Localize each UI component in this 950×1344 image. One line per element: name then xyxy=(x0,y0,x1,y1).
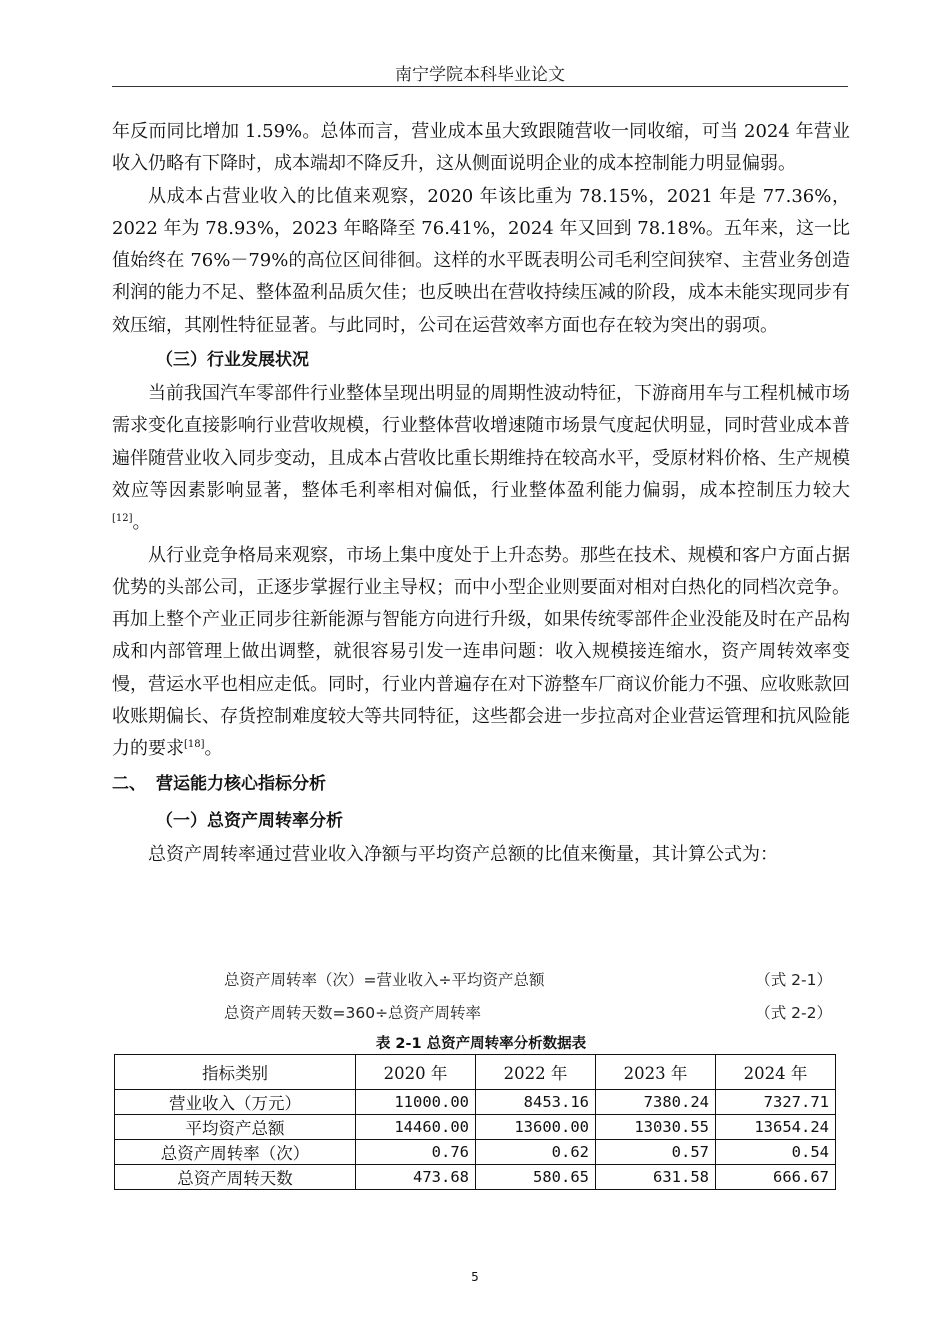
row-label: 总资产周转天数 xyxy=(115,1165,356,1190)
table-cell: 0.54 xyxy=(716,1140,836,1165)
table-row xyxy=(115,1090,836,1115)
header-cell: 2023 年 xyxy=(596,1055,716,1090)
header-rule xyxy=(112,86,848,87)
row-label: 平均资产总额 xyxy=(115,1115,356,1140)
page-header-title: 南宁学院本科毕业论文 xyxy=(395,65,565,85)
turnover-data-table xyxy=(114,1054,836,1190)
citation-18: [18] xyxy=(184,739,205,751)
table-cell: 14460.00 xyxy=(356,1115,476,1140)
heading-operating-capability xyxy=(112,766,850,803)
table-row xyxy=(115,1140,836,1165)
table-cell: 666.67 xyxy=(716,1165,836,1190)
heading-number: 二、 xyxy=(112,773,146,794)
table-header-row xyxy=(115,1055,836,1090)
formula-tag: （式 2-2） xyxy=(755,1004,832,1022)
table-cell: 0.62 xyxy=(476,1140,596,1165)
heading-industry-status: （三）行业发展状况 xyxy=(156,350,309,371)
table-cell: 13600.00 xyxy=(476,1115,596,1140)
table-row xyxy=(115,1165,836,1190)
heading-turnover-analysis: （一）总资产周转率分析 xyxy=(156,810,343,831)
header-cell: 指标类别 xyxy=(115,1055,356,1090)
page-number: 5 xyxy=(471,1270,479,1284)
header-cell: 2022 年 xyxy=(476,1055,596,1090)
table-cell: 0.76 xyxy=(356,1140,476,1165)
formula-text: 总资产周转率（次）=营业收入÷平均资产总额 xyxy=(224,971,545,989)
table-cell: 8453.16 xyxy=(476,1090,596,1115)
paragraph-cost-ratio: 从成本占营业收入的比值来观察，2020 年该比重为 78.15%，2021 年是 77.36%，2022 年为 78.93%，2023 年略降至 76.41%，2024 年又回到 78.18%。五年来，这一比值始终在 76%－79%的高位区间徘徊。这样的水平既表明公司毛利空间狭窄、主营业务创造利润的能力不足、整体盈利品质欠佳；也反映出在营收持续压减的阶段，成本未能实现同步有效压缩，其刚性特征显著。与此同时，公司在运营效率方面也存在较为突出的弱项。 xyxy=(112,185,850,336)
paragraph-industry-competition xyxy=(112,540,850,766)
paragraph-turnover-intro: 总资产周转率通过营业收入净额与平均资产总额的比值来衡量，其计算公式为： xyxy=(148,843,778,865)
paragraph-industry-competition-text: 从行业竞争格局来观察，市场上集中度处于上升态势。那些在技术、规模和客户方面占据优势的头部公司，正逐步掌握行业主导权；而中小型企业则要面对相对白热化的同档次竞争。再加上整个产业正同步往新能源与智能方向进行升级，如果传统零部件企业没能及时在产品构成和内部管理上做出调整，就很容易引发一连串问题：收入规模接连缩水，资产周转效率变慢，营运水平也相应走低。同时，行业内普遍存在对下游整车厂商议价能力不强、应收账款回收账期偏长、存货控制难度较大等共同特征，这些都会进一步拉高对企业营运管理和抗风险能力的要求 xyxy=(112,544,850,760)
heading-text: 营运能力核心指标分析 xyxy=(156,773,326,794)
header-cell: 2024 年 xyxy=(716,1055,836,1090)
table-caption: 表 2-1 总资产周转率分析数据表 xyxy=(375,1036,587,1052)
formula-tag: （式 2-1） xyxy=(755,971,832,989)
citation-12: [12] xyxy=(112,513,133,525)
table-cell: 11000.00 xyxy=(356,1090,476,1115)
table-cell: 473.68 xyxy=(356,1165,476,1190)
table-cell: 580.65 xyxy=(476,1165,596,1190)
paragraph-industry-cycle-end: 。 xyxy=(132,512,151,534)
row-label: 营业收入（万元） xyxy=(115,1090,356,1115)
paragraph-industry-cycle-text: 当前我国汽车零部件行业整体呈现出明显的周期性波动特征，下游商用车与工程机械市场需求变化直接影响行业营收规模，行业整体营收增速随市场景气度起伏明显，同时营业成本普遍伴随营业收入同步变动，且成本占营收比重长期维持在较高水平，受原材料价格、生产规模效应等因素影响显著，整体毛利率相对偏低，行业整体盈利能力偏弱，成本控制压力较大 xyxy=(112,383,850,501)
table-cell: 7327.71 xyxy=(716,1090,836,1115)
row-label: 总资产周转率（次） xyxy=(115,1140,356,1165)
paragraph-cost-trend: 年反而同比增加 1.59%。总体而言，营业成本虽大致跟随营收一同收缩，可当 2024 年营业收入仍略有下降时，成本端却不降反升，这从侧面说明企业的成本控制能力明显偏弱。 xyxy=(112,121,850,175)
table-row xyxy=(115,1115,836,1140)
table-cell: 0.57 xyxy=(596,1140,716,1165)
formula-text: 总资产周转天数=360÷总资产周转率 xyxy=(224,1004,482,1022)
paragraph-industry-cycle xyxy=(112,378,850,539)
table-cell: 13030.55 xyxy=(596,1115,716,1140)
table-cell: 7380.24 xyxy=(596,1090,716,1115)
body-text xyxy=(112,116,850,871)
header-cell: 2020 年 xyxy=(356,1055,476,1090)
table-cell: 13654.24 xyxy=(716,1115,836,1140)
paragraph-industry-competition-end: 。 xyxy=(204,738,223,760)
table-cell: 631.58 xyxy=(596,1165,716,1190)
